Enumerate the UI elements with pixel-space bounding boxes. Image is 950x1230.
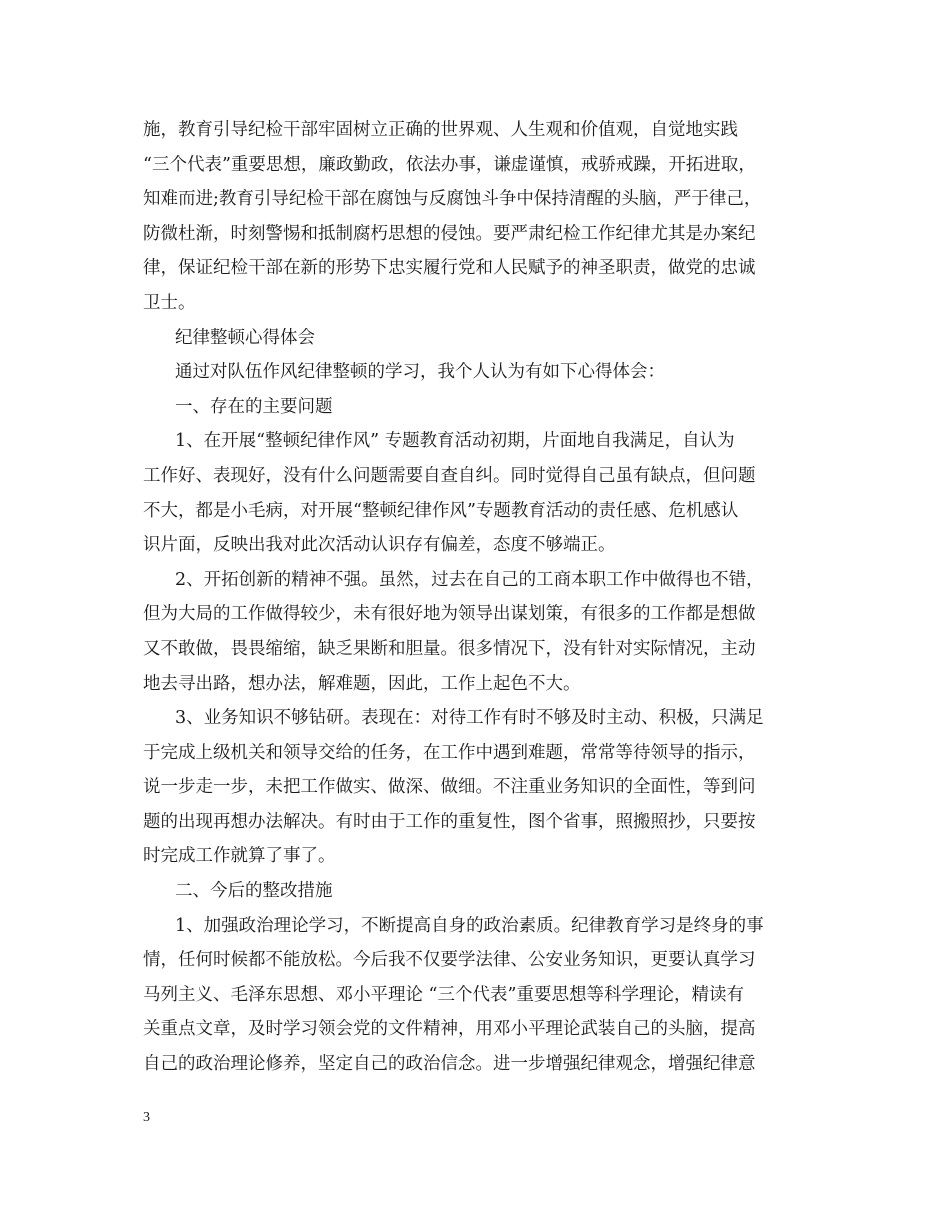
text-line: 2、开拓创新的精神不强。虽然，过去在自己的工商本职工作中做得也不错， [175,569,764,590]
text-line: 律，保证纪检干部在新的形势下忠实履行党和人民赋予的神圣职责，做党的忠诚 [143,258,756,279]
text-line: 地去寻出路，想办法，解难题，因此，工作上起色不大。 [143,673,581,694]
page-number: 3 [143,1110,150,1125]
text-line: 马列主义、毛泽东思想、邓小平理论 “三个代表”重要思想等科学理论，精读有 [143,984,744,1005]
text-line: 情，任何时候都不能放松。今后我不仅要学法律、公安业务知识，更要认真学习 [143,950,756,971]
text-line: 卫士。 [143,292,196,313]
text-line: 不大，都是小毛病，对开展“整顿纪律作风”专题教育活动的责任感、危机感认 [143,500,739,521]
text-line: 施，教育引导纪检干部牢固树立正确的世界观、人生观和价值观，自觉地实践 [143,120,738,140]
text-line: 自己的政治理论修养，坚定自己的政治信念。进一步增强纪律观念，增强纪律意 [143,1054,756,1075]
text-line: 二、今后的整改措施 [175,881,333,902]
text-line: 但为大局的工作做得较少，未有很好地为领导出谋划策，有很多的工作都是想做 [143,604,756,625]
text-line: 说一步走一步，未把工作做实、做深、做细。不注重业务知识的全面性，等到问 [143,777,756,798]
body-text [143,113,823,1082]
text-line: “三个代表”重要思想，廉政勤政，依法办事，谦虚谨慎，戒骄戒躁，开拓进取， [143,154,756,175]
text-line: 1、在开展“整顿纪律作风” 专题教育活动初期，片面地自我满足，自认为 [175,431,735,452]
text-line: 通过对队伍作风纪律整顿的学习，我个人认为有如下心得体会： [175,362,665,383]
text-line: 又不敢做，畏畏缩缩，缺乏果断和胆量。很多情况下，没有针对实际情况，主动 [143,638,756,659]
text-line: 1、加强政治理论学习，不断提高自身的政治素质。纪律教育学习是终身的事 [175,915,764,936]
text-line: 一、存在的主要问题 [175,396,333,417]
text-line: 3、业务知识不够钻研。表现在：对待工作有时不够及时主动、积极，只满足 [175,708,764,729]
text-line: 关重点文章，及时学习领会党的文件精神，用邓小平理论武装自己的头脑，提高 [143,1019,756,1040]
text-line: 纪律整顿心得体会 [175,327,315,348]
text-line: 防微杜渐，时刻警惕和抵制腐朽思想的侵蚀。要严肃纪检工作纪律尤其是办案纪 [143,223,756,244]
text-line: 识片面，反映出我对此次活动认识存有偏差，态度不够端正。 [143,535,616,556]
text-line: 时完成工作就算了事了。 [143,846,336,867]
text-line: 题的出现再想办法解决。有时由于工作的重复性，图个省事，照搬照抄，只要按 [143,811,756,832]
text-line: 工作好、表现好，没有什么问题需要自查自纠。同时觉得自己虽有缺点，但问题 [143,465,756,486]
text-line: 知难而进;教育引导纪检干部在腐蚀与反腐蚀斗争中保持清醒的头脑，严于律己， [143,189,762,210]
text-line: 于完成上级机关和领导交给的任务，在工作中遇到难题，常常等待领导的指示， [143,742,756,763]
